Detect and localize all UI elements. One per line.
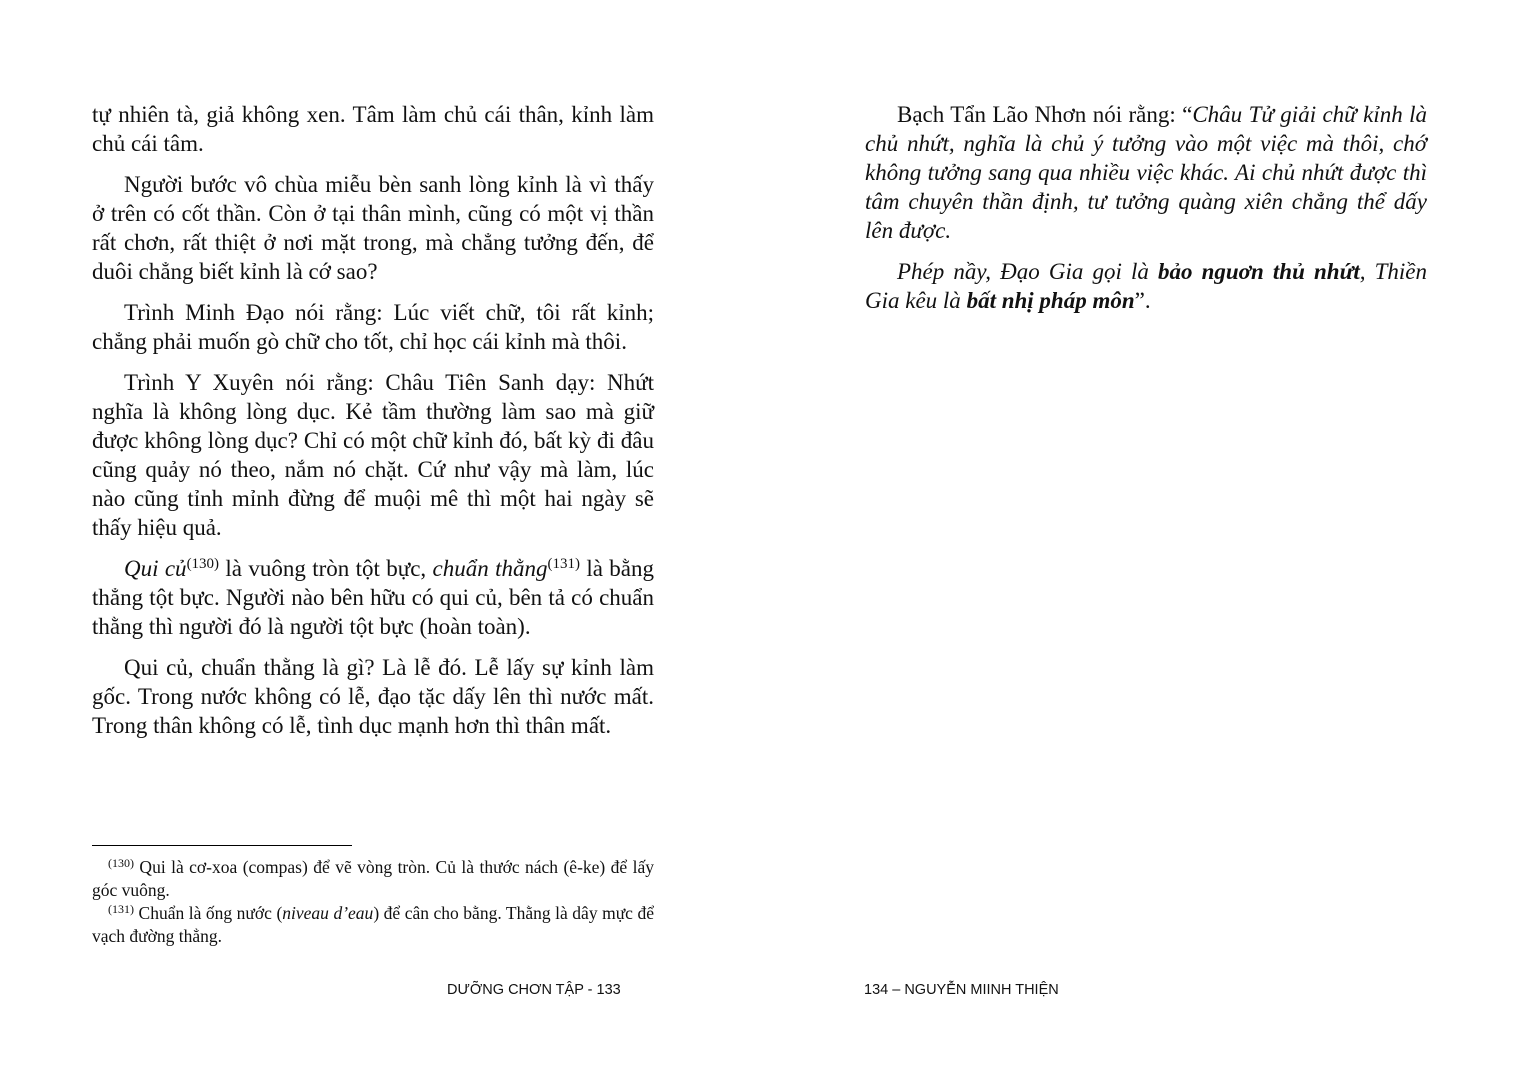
page-footer-right: 134 – NGUYỄN MIINH THIỆN xyxy=(864,982,1059,998)
paragraph-qui-cu xyxy=(92,554,654,641)
footnote-text: Chuẩn là ống nước ( xyxy=(134,903,283,923)
footnote-number: (130) xyxy=(108,856,134,870)
paragraph-text: là bằng thẳng tột bực. Người nào bên hữu có qui củ, bên tả có chuẩn thằng thì người đó là người tột bực (hoàn toàn). xyxy=(92,556,654,639)
page-footer-left: DƯỠNG CHƠN TẬP - 133 xyxy=(447,982,621,998)
footnote-text: ) để cân cho bằng. Thằng là dây mực để vạch đường thẳng. xyxy=(92,903,654,946)
footnote-130 xyxy=(92,856,654,902)
paragraph-text: là vuông tròn tột bực, xyxy=(219,556,433,581)
paragraph-quote xyxy=(865,100,1427,245)
quote-close: ”. xyxy=(1134,288,1151,313)
right-page xyxy=(865,100,1427,327)
term-bat-nhi-phap-mon: bất nhị pháp môn xyxy=(966,288,1135,313)
footnote-italic-term: niveau d’eau xyxy=(282,903,374,923)
quote-text: Phép nầy, Đạo Gia gọi là xyxy=(897,259,1158,284)
paragraph: Qui củ, chuẩn thằng là gì? Là lễ đó. Lễ lấy sự kỉnh làm gốc. Trong nước không có lễ, đạo tặc dấy lên thì nước mất. Trong thân không có lễ, tình dục mạnh hơn thì thân mất. xyxy=(92,655,654,738)
footnote-number: (131) xyxy=(108,902,134,916)
paragraph: Trình Y Xuyên nói rằng: Châu Tiên Sanh dạy: Nhứt nghĩa là không lòng dục. Kẻ tầm thường làm sao mà giữ được không lòng dục? Chỉ có một chữ kỉnh đó, bất kỳ đi đâu cũng quảy nó theo, nắm nó chặt. Cứ như vậy mà làm, lúc nào cũng tỉnh mỉnh đừng để muội mê thì một hai ngày sẽ thấy hiệu quả. xyxy=(92,370,654,540)
footnotes xyxy=(92,856,654,948)
paragraph-text: Bạch Tẩn Lão Nhơn nói rằng: “ xyxy=(897,102,1193,127)
paragraph: Người bước vô chùa miễu bèn sanh lòng kỉnh là vì thấy ở trên có cốt thần. Còn ở tại thân mình, cũng có một vị thần rất chơn, rất thiệt ở nơi mặt trong, mà chẳng tưởng đến, để duôi chẳng biết kỉnh là cớ sao? xyxy=(92,172,654,284)
footnote-text: Qui là cơ-xoa (compas) để vẽ vòng tròn. Củ là thước nách (ê-ke) để lấy góc vuông. xyxy=(92,857,654,900)
term-qui-cu: Qui củ xyxy=(124,556,187,581)
quote-text: , Thiền Gia kêu là xyxy=(865,259,1427,313)
term-chuan-thang: chuẩn thằng xyxy=(432,556,548,581)
term-bao-nguon-thu-nhut: bảo nguơn thủ nhứt xyxy=(1157,259,1360,284)
paragraph: tự nhiên tà, giả không xen. Tâm làm chủ cái thân, kỉnh làm chủ cái tâm. xyxy=(92,102,654,156)
paragraph: Trình Minh Đạo nói rằng: Lúc viết chữ, tôi rất kỉnh; chẳng phải muốn gò chữ cho tốt, chỉ học cái kỉnh mà thôi. xyxy=(92,300,654,354)
quote-text: Châu Tử giải chữ kỉnh là chủ nhứt, nghĩa là chủ ý tưởng vào một việc mà thôi, chớ không tưởng sang qua nhiều việc khác. Ai chủ nhứt được thì tâm chuyên thần định, tư tưởng quàng xiên chẳng thể dấy lên được. xyxy=(865,102,1427,243)
footnote-ref-130[interactable]: (130) xyxy=(186,556,220,572)
paragraph-phep-nay xyxy=(865,257,1427,315)
footnote-separator xyxy=(92,845,352,846)
left-page xyxy=(92,100,654,752)
footnote-ref-131[interactable]: (131) xyxy=(547,556,580,572)
footnote-131 xyxy=(92,902,654,948)
